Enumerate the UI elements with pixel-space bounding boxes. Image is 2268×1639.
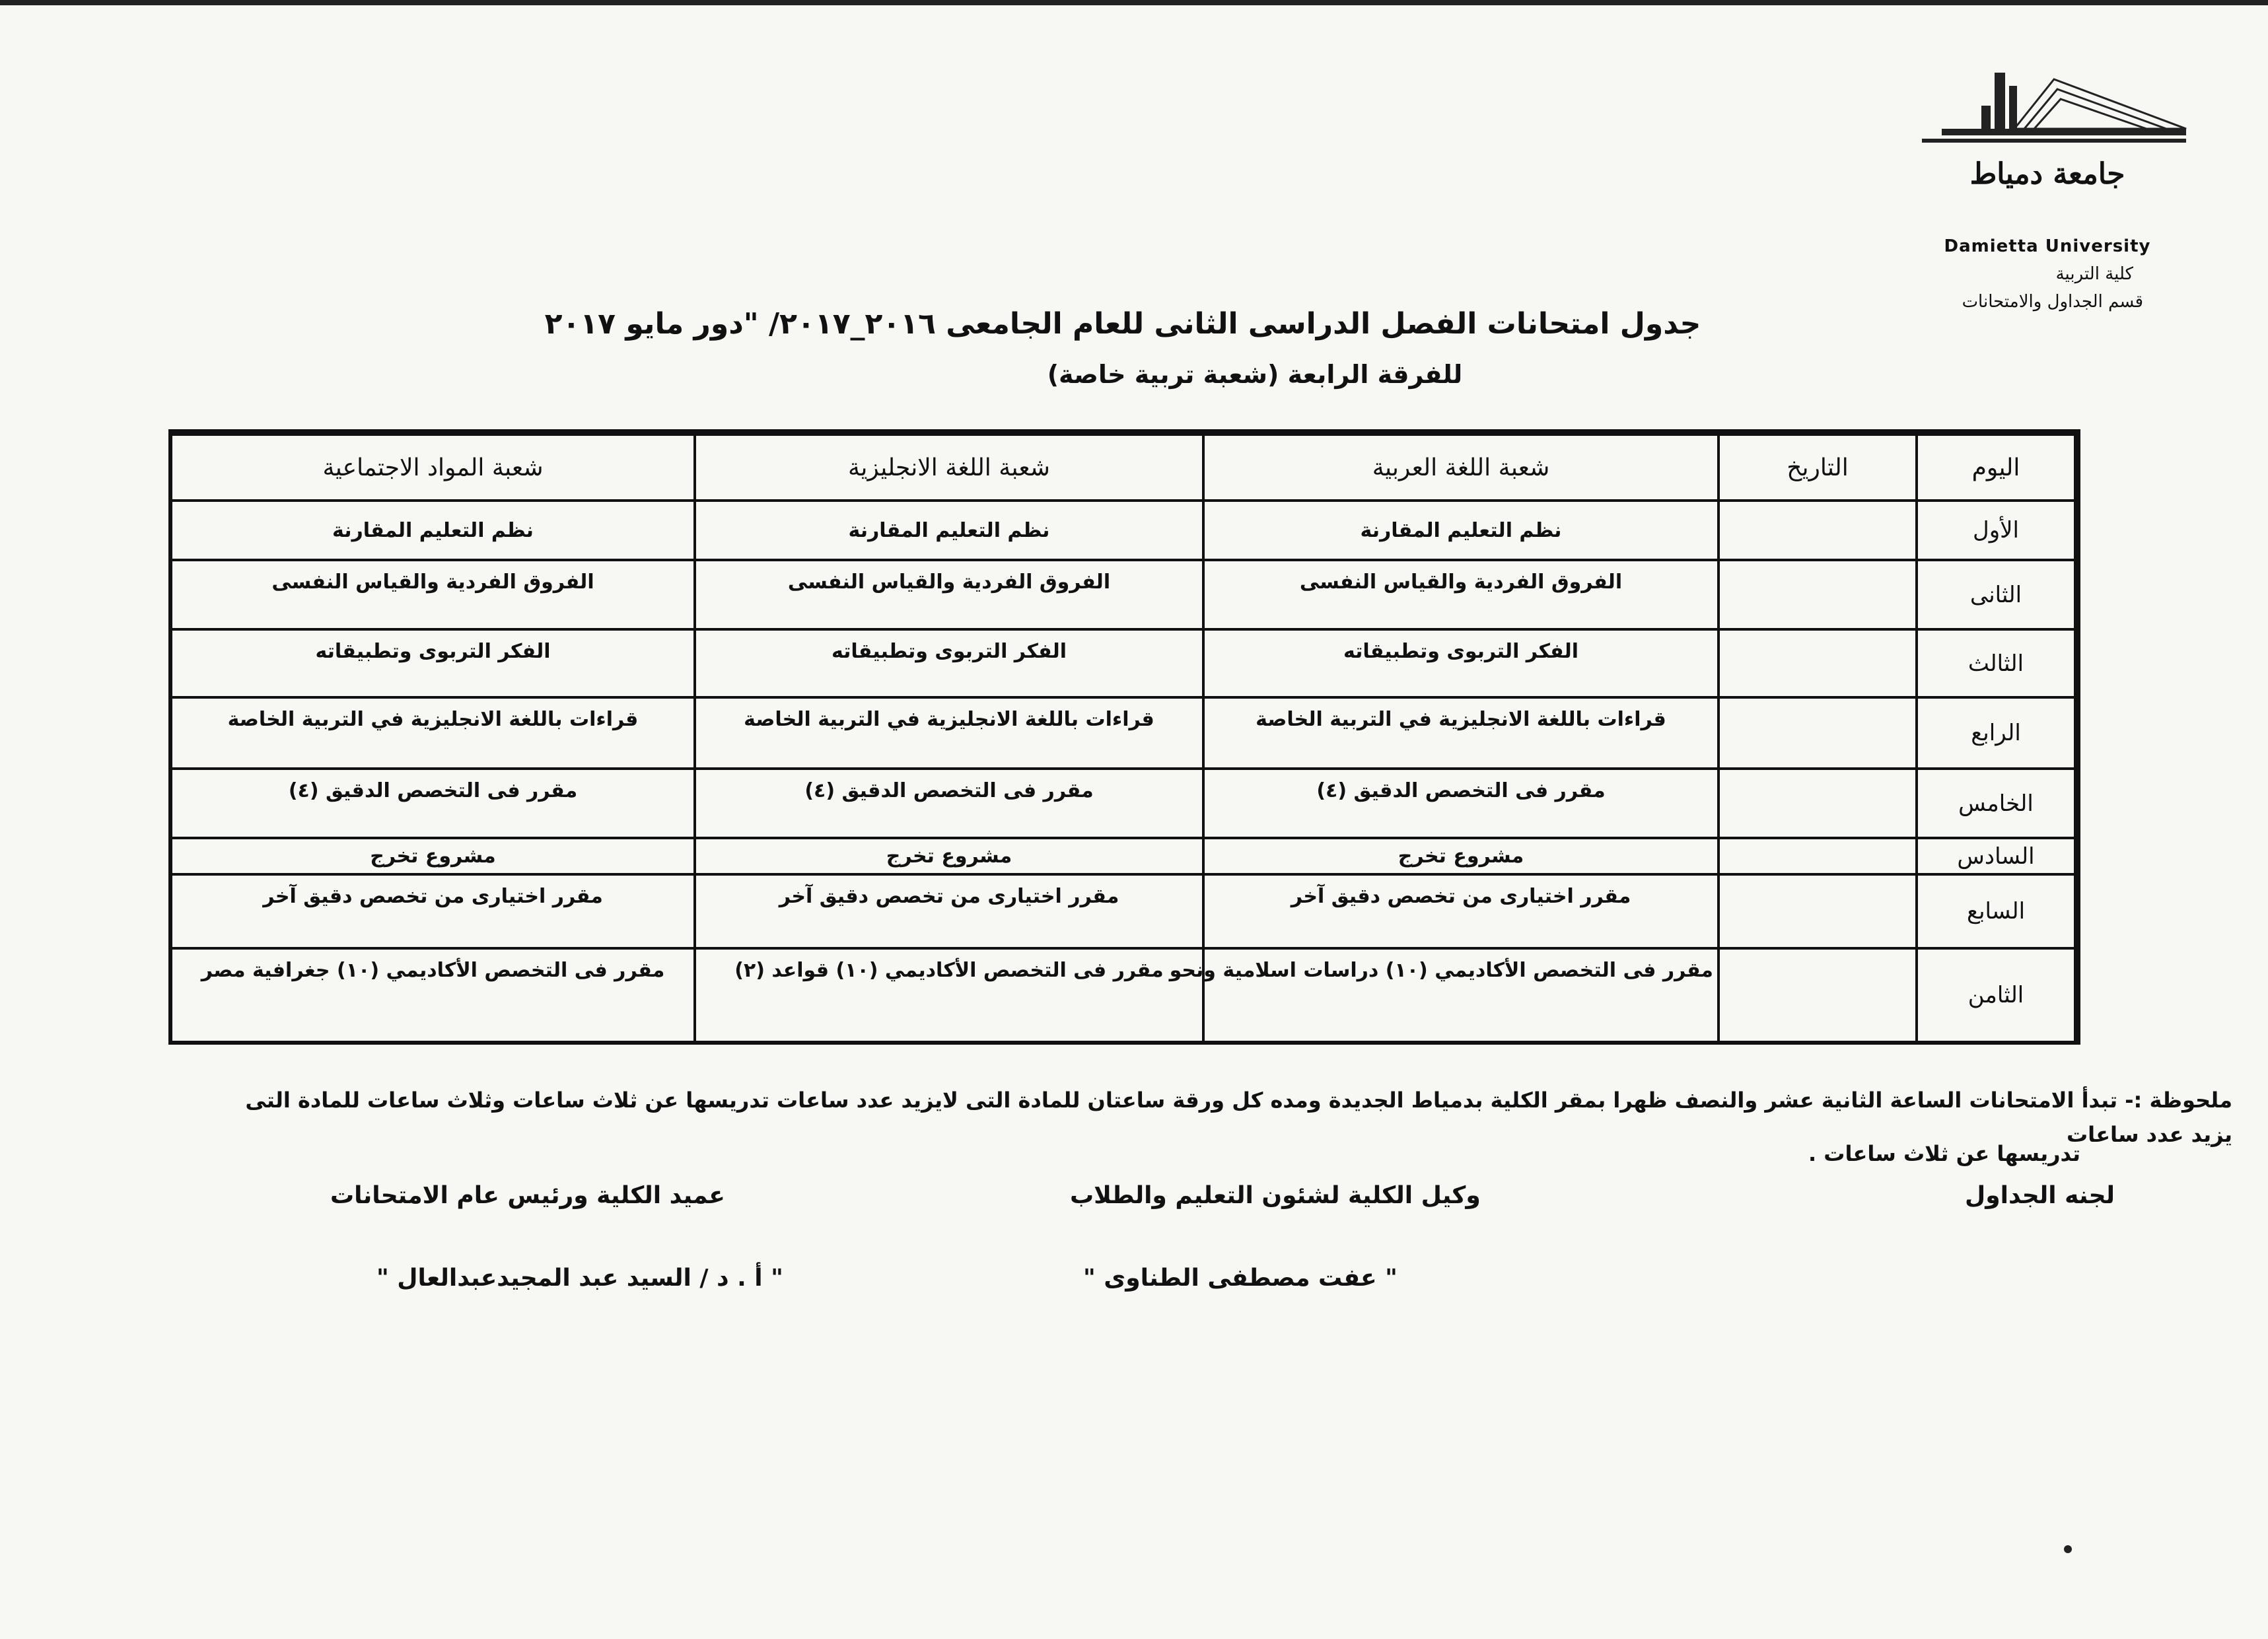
document-title: جدول امتحانات الفصل الدراسى الثانى للعام الجامعى ٢٠١٦_٢٠١٧/ "دور مايو ٢٠١٧ [544,307,1701,341]
scan-mark [2064,1545,2072,1553]
university-building-icon [1915,66,2193,152]
table-row [171,629,2075,697]
social-cell: مقرر فى التخصص الأكاديمي (١٠) جغرافية مصر [171,948,695,1042]
date-cell [1719,629,1917,697]
table-header-row [171,435,2075,501]
note-label: ملحوظة :- [2125,1088,2232,1113]
english-cell: مقرر فى التخصص الأكاديمي (١٠) قواعد (٢) [695,948,1203,1042]
table-row [171,838,2075,874]
date-cell [1719,560,1917,629]
header-date: التاريخ [1719,435,1917,501]
social-cell: مقرر فى التخصص الدقيق (٤) [171,769,695,838]
day-cell: الثانى [1917,560,2075,629]
dean-title: عميد الكلية ورئيس عام الامتحانات [330,1182,725,1209]
english-cell: مقرر فى التخصص الدقيق (٤) [695,769,1203,838]
department-name: قسم الجداول والامتحانات [1962,292,2143,312]
arabic-cell: الفروق الفردية والقياس النفسى [1203,560,1719,629]
english-cell: قراءات باللغة الانجليزية في التربية الخاصة [695,697,1203,769]
day-cell: السابع [1917,874,2075,948]
logo-arabic-name: جامعة دمياط [1969,157,2125,191]
english-cell: مقرر اختيارى من تخصص دقيق آخر [695,874,1203,948]
vice-dean-title: وكيل الكلية لشئون التعليم والطلاب [1070,1182,1481,1209]
university-logo [1902,66,2206,312]
day-cell: الرابع [1917,697,2075,769]
date-cell [1719,948,1917,1042]
document-subtitle: للفرقة الرابعة (شعبة تربية خاصة) [1047,360,1463,389]
note-text: تبدأ الامتحانات الساعة الثانية عشر والنصف ظهرا بمقر الكلية بدمياط الجديدة ومده كل ورقة ساعتان للمادة التى لايزيد عدد ساعات تدريسها عن ثلاث ساعات وثلاث ساعات للمادة التى يزيد عدد ساعات [245,1088,2232,1147]
exam-schedule-table [168,429,2080,1045]
arabic-cell: مشروع تخرج [1203,838,1719,874]
header-arabic: شعبة اللغة العربية [1203,435,1719,501]
table-row [171,560,2075,629]
social-cell: نظم التعليم المقارنة [171,501,695,560]
table-row [171,697,2075,769]
english-cell: الفكر التربوى وتطبيقاته [695,629,1203,697]
english-cell: مشروع تخرج [695,838,1203,874]
faculty-name: كلية التربية [2055,264,2133,284]
committee-signature-title: لجنه الجداول [1965,1182,2115,1209]
social-cell: الفروق الفردية والقياس النفسى [171,560,695,629]
header-social: شعبة المواد الاجتماعية [171,435,695,501]
logo-english-name: Damietta University [1944,236,2151,256]
top-border-line [0,0,2268,5]
dean-name: " أ . د / السيد عبد المجيدعبدالعال " [376,1265,783,1292]
date-cell [1719,838,1917,874]
header-english: شعبة اللغة الانجليزية [695,435,1203,501]
arabic-cell: الفكر التربوى وتطبيقاته [1203,629,1719,697]
day-cell: الثالث [1917,629,2075,697]
english-cell: الفروق الفردية والقياس النفسى [695,560,1203,629]
social-cell: مشروع تخرج [171,838,695,874]
arabic-cell: نظم التعليم المقارنة [1203,501,1719,560]
table-row [171,874,2075,948]
social-cell: قراءات باللغة الانجليزية في التربية الخاصة [171,697,695,769]
day-cell: الأول [1917,501,2075,560]
header-day: اليوم [1917,435,2075,501]
day-cell: السادس [1917,838,2075,874]
date-cell [1719,874,1917,948]
social-cell: الفكر التربوى وتطبيقاته [171,629,695,697]
arabic-cell: قراءات باللغة الانجليزية في التربية الخاصة [1203,697,1719,769]
arabic-cell: مقرر اختيارى من تخصص دقيق آخر [1203,874,1719,948]
arabic-cell: مقرر فى التخصص الأكاديمي (١٠) دراسات اسلامية ونحو [1203,948,1719,1042]
table-row [171,501,2075,560]
social-cell: مقرر اختيارى من تخصص دقيق آخر [171,874,695,948]
day-cell: الخامس [1917,769,2075,838]
date-cell [1719,501,1917,560]
date-cell [1719,697,1917,769]
english-cell: نظم التعليم المقارنة [695,501,1203,560]
day-cell: الثامن [1917,948,2075,1042]
date-cell [1719,769,1917,838]
note-continuation: تدريسها عن ثلاث ساعات . [1808,1141,2080,1166]
table-row [171,948,2075,1042]
arabic-cell: مقرر فى التخصص الدقيق (٤) [1203,769,1719,838]
vice-dean-name: " عفت مصطفى الطناوى " [1083,1265,1398,1292]
table-row [171,769,2075,838]
